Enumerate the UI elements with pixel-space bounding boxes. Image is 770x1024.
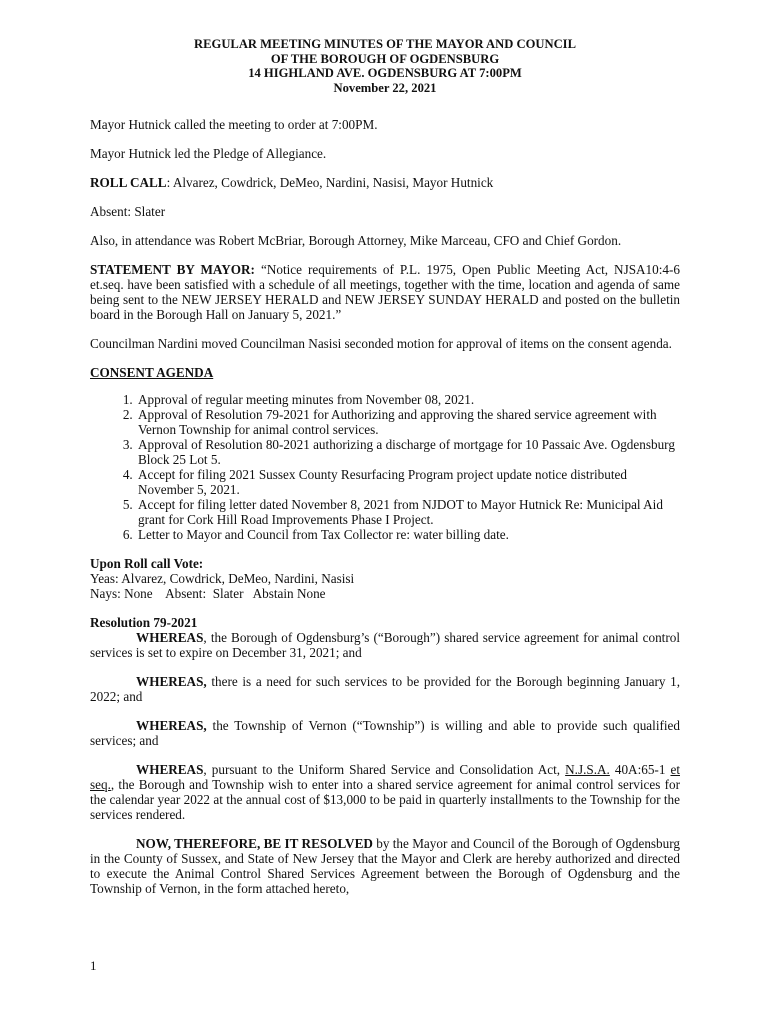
consent-item: 6. Letter to Mayor and Council from Tax Collector re: water billing date.: [136, 527, 680, 542]
consent-motion: Councilman Nardini moved Councilman Nasisi seconded motion for approval of items on the consent agenda.: [90, 336, 672, 352]
vote-title: Upon Roll call Vote:: [90, 556, 204, 572]
whereas-keyword: WHEREAS,: [136, 674, 207, 690]
whereas-keyword: WHEREAS: [136, 762, 204, 778]
whereas-4-text: 40A:65-1: [609, 762, 671, 778]
statement-text: “Notice requirements of P.L. 1975, Open Public Meeting Act, NJSA10:4-6 et.seq. have been satisfied with a schedule of all meetings, together with the time, location and agenda of same being sent to the NEW JERSEY HERALD and NEW JERSEY SUNDAY HERALD and posted on the bulletin board in the Borough Hall on January 5, 2021.”: [90, 262, 680, 323]
whereas-1-text: , the Borough of Ogdensburg’s (“Borough”) shared service agreement for animal control services is set to expire on December 31, 2021; and: [90, 630, 680, 661]
whereas-4: [90, 762, 680, 822]
header-line-2: OF THE BOROUGH OF OGDENSBURG: [270, 51, 500, 66]
mayor-statement: [90, 262, 680, 322]
njsa-citation: N.J.S.A.: [565, 762, 610, 778]
header-line-3: 14 HIGHLAND AVE. OGDENSBURG AT 7:00PM: [248, 66, 522, 81]
document-page: [90, 37, 680, 910]
whereas-1: [90, 630, 680, 660]
resolved-keyword: NOW, THEREFORE, BE IT RESOLVED: [136, 836, 373, 852]
header-line-1: REGULAR MEETING MINUTES OF THE MAYOR AND COUNCIL: [194, 37, 576, 51]
statement-label: STATEMENT BY MAYOR:: [90, 262, 255, 278]
page-number: 1: [90, 958, 97, 973]
pledge: Mayor Hutnick led the Pledge of Allegiance.: [90, 146, 327, 162]
roll-call-vote: [90, 556, 680, 601]
consent-item: 2. Approval of Resolution 79-2021 for Authorizing and approving the shared service agreement with Vernon Township for animal control services.: [136, 407, 680, 437]
whereas-2: [90, 674, 680, 704]
resolved-text: by the Mayor and Council of the Borough of Ogdensburg in the County of Sussex, and State of New Jersey that the Mayor and Clerk are hereby authorized and directed to execute the Animal Control Shared Services Agreement between the Borough of Ogdensburg and the Township of Vernon, in the form attached hereto,: [90, 836, 680, 897]
whereas-2-text: there is a need for such services to be provided for the Borough beginning January 1, 2022; and: [90, 674, 680, 705]
document-header: [90, 37, 680, 95]
attendance: Also, in attendance was Robert McBriar, Borough Attorney, Mike Marceau, CFO and Chief Gordon.: [90, 233, 622, 249]
whereas-3: [90, 718, 680, 748]
consent-item: 1. Approval of regular meeting minutes from November 08, 2021.: [136, 392, 680, 407]
whereas-keyword: WHEREAS: [136, 630, 204, 646]
roll-call-absent: Absent: Slater: [90, 204, 166, 220]
roll-call-label: ROLL CALL: [90, 175, 167, 191]
et-seq-citation: et: [670, 762, 680, 778]
et-seq-citation: seq.: [90, 777, 111, 793]
vote-yeas: Yeas: Alvarez, Cowdrick, DeMeo, Nardini, Nasisi: [90, 571, 355, 587]
roll-call-members: : Alvarez, Cowdrick, DeMeo, Nardini, Nasisi, Mayor Hutnick: [166, 175, 494, 191]
header-date: November 22, 2021: [333, 80, 437, 95]
consent-item: 4. Accept for filing 2021 Sussex County Resurfacing Program project update notice distributed November 5, 2021.: [136, 467, 680, 497]
whereas-keyword: WHEREAS,: [136, 718, 207, 734]
call-to-order: Mayor Hutnick called the meeting to order at 7:00PM.: [90, 117, 378, 133]
consent-item: 3. Approval of Resolution 80-2021 authorizing a discharge of mortgage for 10 Passaic Ave. Ogdensburg Block 25 Lot 5.: [136, 437, 680, 467]
consent-agenda-title: CONSENT AGENDA: [90, 365, 214, 381]
whereas-4-text: , pursuant to the Uniform Shared Service and Consolidation Act,: [203, 762, 566, 778]
resolved-clause: [90, 836, 680, 896]
consent-agenda-list: [90, 392, 680, 542]
vote-nays: Nays: None Absent: Slater Abstain None: [90, 586, 326, 602]
whereas-4-text: , the Borough and Township wish to enter into a shared service agreement for animal control services for the calendar year 2022 at the annual cost of $13,000 to be paid in quarterly installments to the Township for the services rendered.: [90, 777, 680, 823]
roll-call: [90, 175, 680, 190]
whereas-3-text: the Township of Vernon (“Township”) is willing and able to provide such qualified services; and: [90, 718, 680, 749]
consent-item: 5. Accept for filing letter dated November 8, 2021 from NJDOT to Mayor Hutnick Re: Municipal Aid grant for Cork Hill Road Improvements Phase I Project.: [136, 497, 680, 527]
resolution-title: Resolution 79-2021: [90, 615, 198, 631]
